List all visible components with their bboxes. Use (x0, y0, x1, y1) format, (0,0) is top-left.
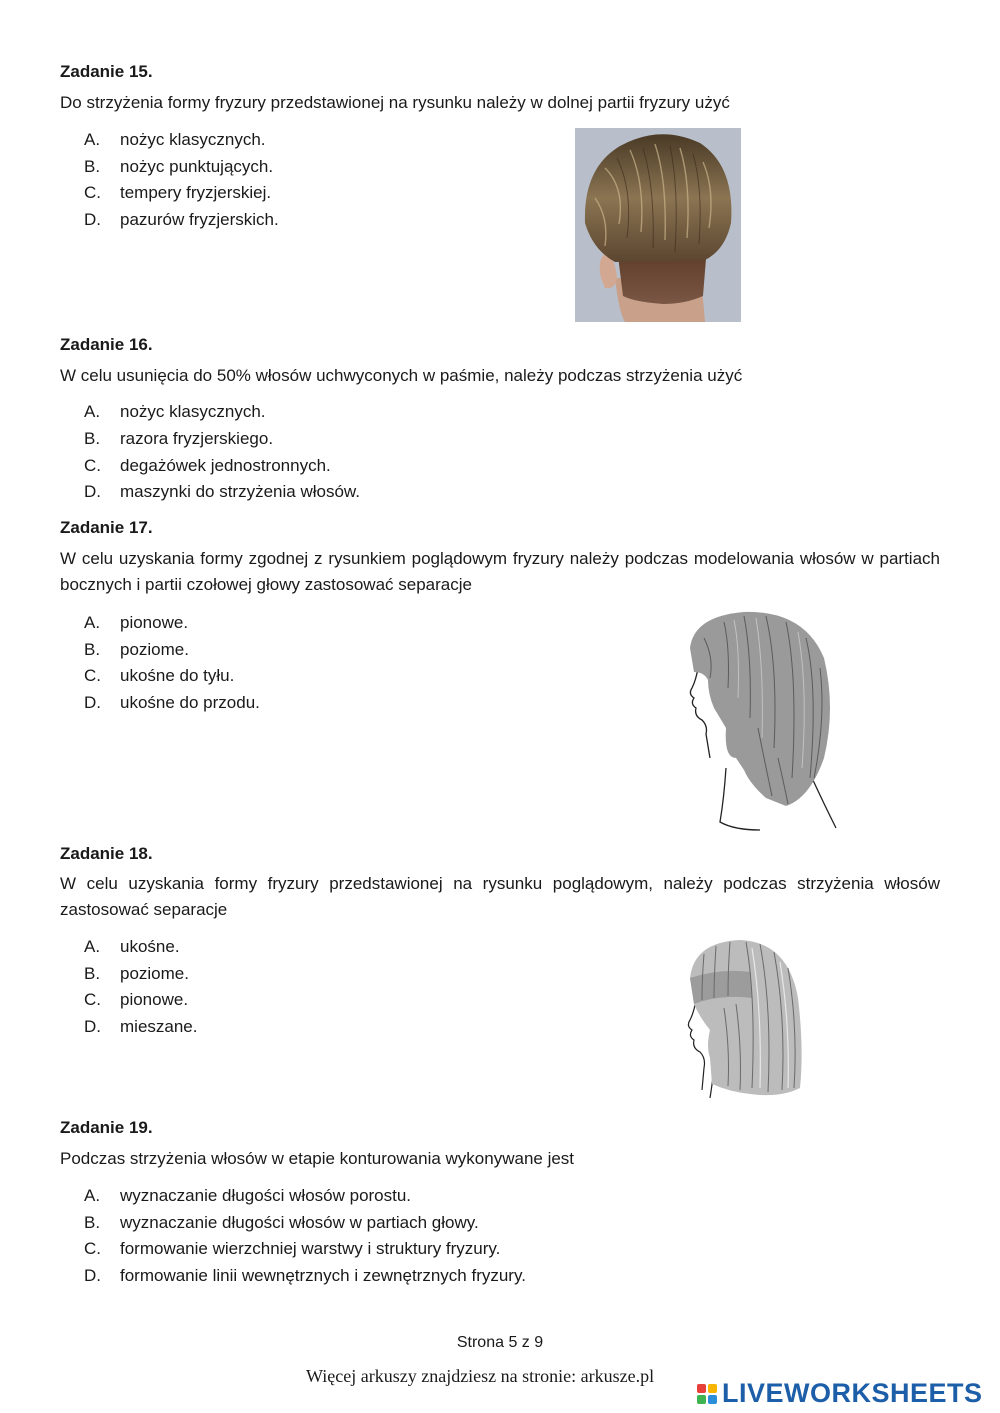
task-17-question: W celu uzyskania formy zgodnej z rysunkiem poglądowym fryzury należy podczas modelowania włosów w partiach bocznych i partii czołowej głowy zastosować separacje (60, 549, 940, 594)
task-17-option-d[interactable] (84, 693, 260, 713)
option-text: poziome. (120, 964, 189, 983)
task-17-option-b[interactable] (84, 640, 189, 660)
option-letter: A. (84, 937, 101, 956)
option-letter: D. (84, 1266, 101, 1285)
task-17-option-a[interactable] (84, 613, 188, 633)
option-text: razora fryzjerskiego. (120, 429, 274, 448)
option-letter: D. (84, 1017, 101, 1036)
option-text: poziome. (120, 640, 189, 659)
option-text: pionowe. (120, 613, 189, 632)
option-letter: C. (84, 456, 101, 475)
task-19-title: Zadanie 19. (60, 1118, 153, 1137)
task-16-question: W celu usunięcia do 50% włosów uchwyconych w paśmie, należy podczas strzyżenia użyć (60, 366, 743, 385)
task-17-title: Zadanie 17. (60, 518, 153, 537)
task-18-question: W celu uzyskania formy fryzury przedstawionej na rysunku poglądowym, należy podczas strzyżenia włosów zastosować separacje (60, 874, 940, 919)
task-15-option-b[interactable] (84, 157, 273, 177)
task-19-option-a[interactable] (84, 1186, 411, 1206)
task-19-option-d[interactable] (84, 1266, 526, 1286)
short-haircut-back-photo (575, 128, 741, 322)
option-text: pionowe. (120, 990, 189, 1009)
task-16-option-c[interactable] (84, 456, 331, 476)
option-letter: C. (84, 183, 101, 202)
badge-square-v (697, 1395, 706, 1404)
option-text: wyznaczanie długości włosów w partiach głowy. (120, 1213, 479, 1232)
page-number: Strona 5 z 9 (456, 1334, 544, 1351)
option-text: nożyc klasycznych. (120, 402, 266, 421)
option-letter: D. (84, 693, 101, 712)
option-text: degażówek jednostronnych. (120, 456, 331, 475)
task-16-title: Zadanie 16. (60, 335, 153, 354)
option-letter: C. (84, 666, 101, 685)
task-18-option-b[interactable] (84, 964, 189, 984)
option-text: formowanie linii wewnętrznych i zewnętrznych fryzury. (120, 1266, 526, 1285)
option-letter: B. (84, 964, 101, 983)
badge-square-l (697, 1384, 706, 1393)
task-16-option-b[interactable] (84, 429, 273, 449)
option-text: nożyc punktujących. (120, 157, 274, 176)
option-letter: A. (84, 402, 101, 421)
option-text: formowanie wierzchniej warstwy i struktury fryzury. (120, 1239, 501, 1258)
task-18-option-d[interactable] (84, 1017, 197, 1037)
option-letter: C. (84, 990, 101, 1009)
option-text: nożyc klasycznych. (120, 130, 266, 149)
badge-square-i (708, 1384, 717, 1393)
task-17-option-c[interactable] (84, 666, 234, 686)
task-15-option-c[interactable] (84, 183, 271, 203)
option-letter: D. (84, 482, 101, 501)
task-19-question: Podczas strzyżenia włosów w etapie konturowania wykonywane jest (60, 1149, 575, 1168)
option-text: wyznaczanie długości włosów porostu. (120, 1186, 412, 1205)
task-19-option-c[interactable] (84, 1239, 500, 1259)
option-letter: B. (84, 1213, 101, 1232)
option-text: ukośne. (120, 937, 180, 956)
task-15-question: Do strzyżenia formy fryzury przedstawionej na rysunku należy w dolnej partii fryzury użyć (60, 93, 730, 112)
liveworksheets-logo[interactable] (697, 1378, 983, 1409)
straight-bob-with-fringe-drawing (680, 938, 804, 1104)
option-letter: A. (84, 130, 101, 149)
option-letter: B. (84, 157, 101, 176)
task-19-option-b[interactable] (84, 1213, 479, 1233)
task-16-option-a[interactable] (84, 402, 266, 422)
option-letter: B. (84, 429, 101, 448)
option-text: ukośne do tyłu. (120, 666, 235, 685)
option-letter: B. (84, 640, 101, 659)
task-16-option-d[interactable] (84, 482, 360, 502)
more-sheets-note: Więcej arkuszy znajdziesz na stronie: arkusze.pl (306, 1366, 655, 1386)
task-18-option-c[interactable] (84, 990, 188, 1010)
option-letter: C. (84, 1239, 101, 1258)
option-text: mieszane. (120, 1017, 198, 1036)
option-text: ukośne do przodu. (120, 693, 260, 712)
option-text: tempery fryzjerskiej. (120, 183, 272, 202)
option-letter: D. (84, 210, 101, 229)
task-15-option-d[interactable] (84, 210, 279, 230)
option-text: pazurów fryzjerskich. (120, 210, 279, 229)
option-letter: A. (84, 1186, 101, 1205)
task-15-title: Zadanie 15. (60, 62, 153, 81)
task-18-option-a[interactable] (84, 937, 180, 957)
liveworksheets-wordmark: LIVEWORKSHEETS (722, 1378, 983, 1408)
liveworksheets-badge-icon (697, 1384, 717, 1404)
option-text: maszynki do strzyżenia włosów. (120, 482, 360, 501)
badge-square-e (708, 1395, 717, 1404)
option-letter: A. (84, 613, 101, 632)
layered-bob-profile-drawing (674, 608, 838, 832)
task-15-option-a[interactable] (84, 130, 266, 150)
task-18-title: Zadanie 18. (60, 844, 153, 863)
